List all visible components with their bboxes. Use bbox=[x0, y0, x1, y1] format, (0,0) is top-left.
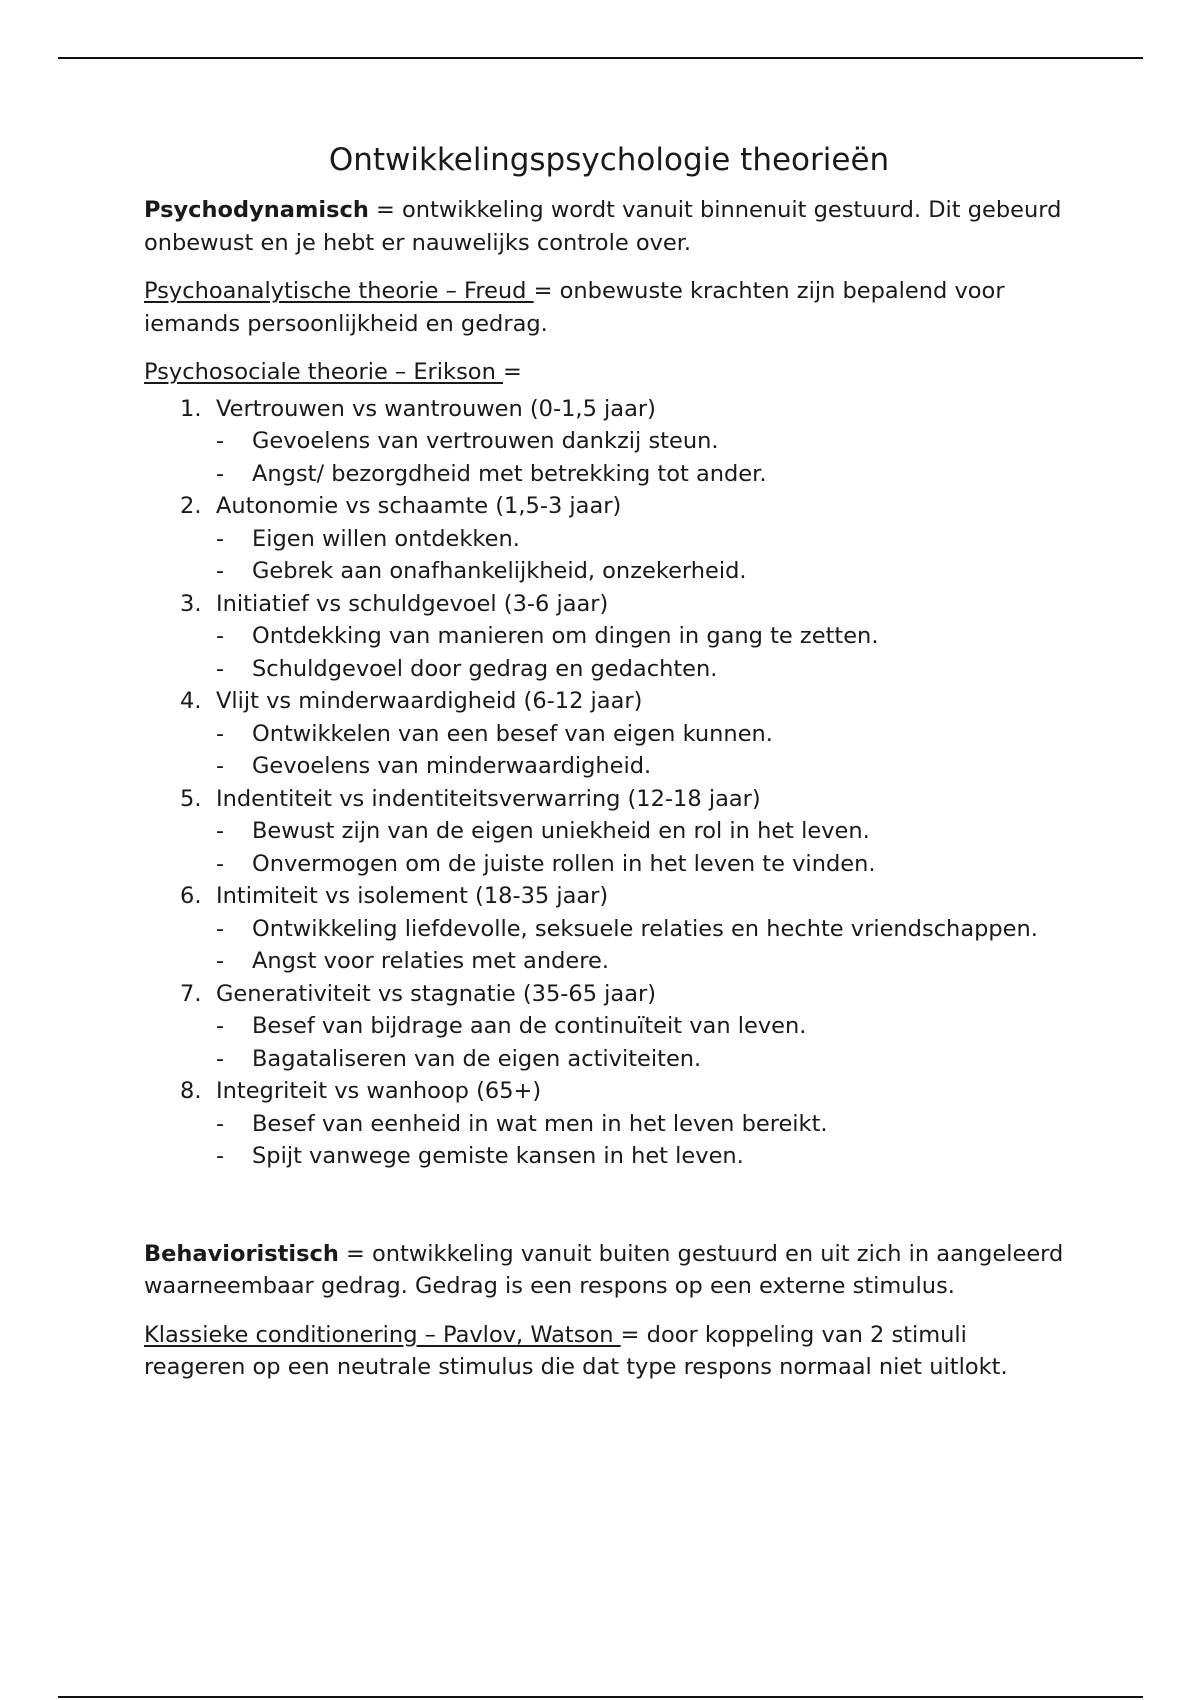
stage-item bbox=[144, 490, 1074, 588]
stage-point-text: Gevoelens van vertrouwen dankzij steun. bbox=[252, 428, 719, 454]
stage-point-text: Schuldgevoel door gedrag en gedachten. bbox=[252, 655, 718, 682]
dash-bullet: - bbox=[216, 558, 225, 584]
stage-item bbox=[144, 978, 1074, 1076]
stage-label: Generativiteit vs stagnatie (35-65 jaar) bbox=[216, 980, 657, 1007]
stage-point-text: Onvermogen om de juiste rollen in het leven te vinden. bbox=[252, 850, 876, 877]
stage-point-text: Gevoelens van minderwaardigheid. bbox=[252, 753, 652, 779]
stage-point bbox=[216, 1043, 1074, 1076]
stage-item bbox=[144, 685, 1074, 783]
behavioristisch-term: Behavioristisch bbox=[144, 1240, 339, 1267]
stage-point bbox=[216, 620, 1074, 653]
stage-label: Vlijt vs minderwaardigheid (6-12 jaar) bbox=[216, 688, 643, 714]
stage-point-text: Angst voor relaties met andere. bbox=[252, 948, 609, 974]
stage-point bbox=[216, 945, 1074, 978]
stage-points bbox=[216, 815, 1074, 880]
stage-point-text: Ontwikkeling liefdevolle, seksuele relaties en hechte vriendschappen. bbox=[252, 915, 1038, 942]
erikson-definition: = bbox=[503, 359, 522, 385]
stage-point bbox=[216, 555, 1074, 588]
dash-bullet: - bbox=[216, 753, 225, 779]
stage-points bbox=[216, 523, 1074, 588]
dash-bullet: - bbox=[216, 460, 225, 487]
dash-bullet: - bbox=[216, 818, 225, 844]
dash-bullet: - bbox=[216, 428, 225, 454]
top-rule bbox=[58, 57, 1143, 59]
stage-point bbox=[216, 523, 1074, 556]
stage-points bbox=[216, 425, 1074, 490]
stage-number: 3. bbox=[180, 590, 202, 617]
klassiek-paragraph bbox=[144, 1319, 1074, 1384]
stage-point-text: Gebrek aan onafhankelijkheid, onzekerheid. bbox=[252, 558, 747, 584]
stage-label: Autonomie vs schaamte (1,5-3 jaar) bbox=[216, 493, 622, 519]
stage-number: 6. bbox=[180, 883, 202, 909]
psychodynamisch-definition: = ontwikkeling wordt vanuit binnenuit gestuurd. Dit gebeurd onbewust en je hebt er nauwelijks controle over. bbox=[144, 197, 1062, 256]
dash-bullet: - bbox=[216, 915, 225, 942]
stage-point-text: Ontdekking van manieren om dingen in gang te zetten. bbox=[252, 623, 879, 649]
stage-label: Initiatief vs schuldgevoel (3-6 jaar) bbox=[216, 590, 609, 617]
stage-label: Integriteit vs wanhoop (65+) bbox=[216, 1078, 542, 1104]
klassiek-term: Klassieke conditionering – Pavlov, Watson bbox=[144, 1321, 621, 1348]
stage-number: 4. bbox=[180, 688, 202, 714]
stage-point bbox=[216, 425, 1074, 458]
stage-label: Intimiteit vs isolement (18-35 jaar) bbox=[216, 883, 609, 909]
document-body bbox=[144, 138, 1074, 1400]
klassiek-definition: = door koppeling van 2 stimuli reageren op een neutrale stimulus die dat type respons normaal niet uitlokt. bbox=[144, 1321, 1008, 1380]
stage-point-text: Bewust zijn van de eigen uniekheid en rol in het leven. bbox=[252, 818, 870, 844]
psychodynamisch-paragraph bbox=[144, 194, 1074, 259]
stage-points bbox=[216, 1108, 1074, 1173]
stage-point-text: Bagataliseren van de eigen activiteiten. bbox=[252, 1045, 702, 1072]
freud-term: Psychoanalytische theorie – Freud bbox=[144, 278, 534, 304]
stage-item bbox=[144, 1075, 1074, 1173]
stage-item bbox=[144, 393, 1074, 491]
dash-bullet: - bbox=[216, 1013, 225, 1039]
stage-point bbox=[216, 1140, 1074, 1173]
dash-bullet: - bbox=[216, 1110, 225, 1137]
behavioristisch-paragraph bbox=[144, 1238, 1074, 1303]
behavioristisch-definition: = ontwikkeling vanuit buiten gestuurd en uit zich in aangeleerd waarneembaar gedrag. Gedrag is een respons op een externe stimulus. bbox=[144, 1240, 1064, 1299]
dash-bullet: - bbox=[216, 623, 225, 649]
page-title: Ontwikkelingspsychologie theorieën bbox=[328, 142, 890, 178]
stage-point bbox=[216, 750, 1074, 783]
erikson-stage-list bbox=[144, 393, 1074, 1173]
stage-point-text: Ontwikkelen van een besef van eigen kunnen. bbox=[252, 720, 773, 747]
psychodynamisch-term: Psychodynamisch bbox=[144, 197, 369, 223]
stage-number: 5. bbox=[180, 785, 202, 812]
stage-points bbox=[216, 620, 1074, 685]
stage-point-text: Besef van eenheid in wat men in het leven bereikt. bbox=[252, 1110, 828, 1137]
stage-number: 8. bbox=[180, 1078, 202, 1104]
section-spacer bbox=[144, 1173, 1074, 1238]
dash-bullet: - bbox=[216, 720, 225, 747]
stage-point bbox=[216, 848, 1074, 881]
dash-bullet: - bbox=[216, 525, 225, 552]
stage-points bbox=[216, 718, 1074, 783]
bottom-rule bbox=[58, 1696, 1143, 1698]
stage-point bbox=[216, 653, 1074, 686]
erikson-paragraph bbox=[144, 356, 1074, 389]
dash-bullet: - bbox=[216, 655, 225, 682]
dash-bullet: - bbox=[216, 850, 225, 877]
freud-definition: = onbewuste krachten zijn bepalend voor iemands persoonlijkheid en gedrag. bbox=[144, 278, 1005, 337]
stage-point-text: Angst/ bezorgdheid met betrekking tot ander. bbox=[252, 460, 767, 487]
stage-point bbox=[216, 1010, 1074, 1043]
stage-point bbox=[216, 1108, 1074, 1141]
stage-points bbox=[216, 1010, 1074, 1075]
stage-number: 2. bbox=[180, 493, 202, 519]
dash-bullet: - bbox=[216, 948, 225, 974]
stage-item bbox=[144, 880, 1074, 978]
stage-point bbox=[216, 458, 1074, 491]
stage-points bbox=[216, 913, 1074, 978]
stage-point-text: Spijt vanwege gemiste kansen in het leven. bbox=[252, 1143, 744, 1169]
stage-point-text: Eigen willen ontdekken. bbox=[252, 525, 520, 552]
stage-point-text: Besef van bijdrage aan de continuïteit van leven. bbox=[252, 1013, 807, 1039]
stage-number: 7. bbox=[180, 980, 202, 1007]
stage-label: Vertrouwen vs wantrouwen (0-1,5 jaar) bbox=[216, 395, 656, 422]
stage-point bbox=[216, 718, 1074, 751]
stage-item bbox=[144, 588, 1074, 686]
dash-bullet: - bbox=[216, 1045, 225, 1072]
stage-item bbox=[144, 783, 1074, 881]
dash-bullet: - bbox=[216, 1143, 225, 1169]
stage-point bbox=[216, 913, 1074, 946]
erikson-term: Psychosociale theorie – Erikson bbox=[144, 359, 503, 385]
freud-paragraph bbox=[144, 275, 1074, 340]
stage-label: Indentiteit vs indentiteitsverwarring (12-18 jaar) bbox=[216, 785, 761, 812]
stage-point bbox=[216, 815, 1074, 848]
stage-number: 1. bbox=[180, 395, 202, 422]
